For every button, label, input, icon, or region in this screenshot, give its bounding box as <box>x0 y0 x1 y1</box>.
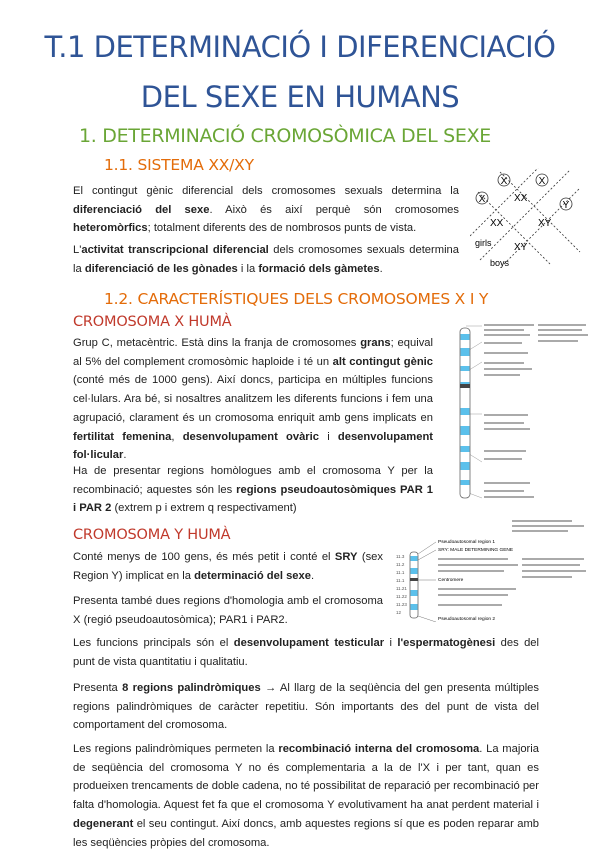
bold-text: determinació del sexe <box>194 569 311 582</box>
text: Presenta també dues regions d'homologia amb el cromosoma X (regió pseudoautosòmica); PAR1 i PAR2. <box>73 595 383 626</box>
text: Les funcions principals són el <box>73 637 234 649</box>
paragraph-y-par <box>73 592 383 629</box>
text: L' <box>73 244 82 256</box>
x-gamete-label: X <box>538 176 546 187</box>
bold-text: desenvolupament testicular <box>233 637 385 649</box>
bold-text: l'espermatogènesi <box>397 637 496 649</box>
text: ; totalment diferents des de nombrosos punts de vista. <box>147 222 417 235</box>
text: i <box>318 430 338 443</box>
text: i la <box>237 262 259 275</box>
page-title-line-2: DEL SEXE EN HUMANS <box>140 80 460 114</box>
centromere-label: Centromere <box>438 578 464 583</box>
genotype-xy-label: XY <box>538 218 552 229</box>
subsection-heading-1-2: 1.2. CARACTERÍSTIQUES DELS CROMOSOMES X I Y <box>104 290 489 308</box>
text: Les regions palindròmiques permeten la <box>73 743 279 755</box>
text: , <box>171 430 183 443</box>
band-label: 11.3 <box>396 554 405 559</box>
genotype-xx-label: XX <box>514 193 528 204</box>
bold-text: fertilitat femenina <box>73 430 172 443</box>
text: . Això és així perquè són cromosomes <box>209 203 459 216</box>
band-label: 12 <box>396 610 402 615</box>
sry-label: SRY: MALE DETERMINING GENE <box>438 548 514 553</box>
text: Presenta <box>73 682 123 694</box>
x-gamete-label: X <box>478 194 486 205</box>
bold-text: SRY <box>334 551 358 563</box>
paragraph-y-functions <box>73 634 539 671</box>
bold-text: alt contingut gènic <box>332 355 433 368</box>
bold-text: desenvolupament fol·licular <box>73 430 434 462</box>
bold-text: regions pseudoautosòmiques PAR 1 i PAR 2 <box>73 483 433 515</box>
paragraph-y-palindromic <box>73 679 539 735</box>
band-label: 11.22 <box>396 594 407 599</box>
bold-text: 8 regions palindròmiques <box>122 682 261 694</box>
text: . <box>310 569 315 582</box>
paragraph-heteromorphic <box>73 182 459 238</box>
text: Ha de presentar regions homòlogues amb el cromosoma Y per la recombinació; aquestes són les <box>73 465 433 496</box>
paragraph-x-par-regions <box>73 462 433 518</box>
paragraph-y-sry <box>73 548 383 585</box>
text: (conté més de 1000 gens). Així doncs, participa en múltiples funcions cel·lulars. Ara bé, si nosaltres analitzem les diferents funcions i fem una agrupació, clarament és un cromosoma enriquit amb gens implicats en <box>73 374 433 424</box>
text: des del punt de vista quantitatiu i qualitatiu. <box>73 637 540 668</box>
boys-label: boys <box>490 258 510 268</box>
y-chromosome-ideogram <box>392 518 592 622</box>
text: el seu contingut. Així doncs, amb aquestes regions sí que es poden reparar amb les seqüències pròpies del cromosoma. <box>73 817 539 849</box>
bold-text: degenerant <box>73 817 134 830</box>
genotype-xx-label: XX <box>490 218 504 229</box>
band-label: 11.2 <box>396 562 405 567</box>
bold-text: grans <box>360 337 391 349</box>
text: Conté menys de 100 gens, és més petit i conté el <box>73 551 335 563</box>
bold-text: diferenciació de les gònades <box>84 262 238 275</box>
section-heading: 1. DETERMINACIÓ CROMOSÒMICA DEL SEXE <box>79 125 491 147</box>
y-chromosome-heading: CROMOSOMA Y HUMÀ <box>73 527 231 543</box>
text: (sex Region Y) implicat en la <box>73 551 383 582</box>
band-label: 11.21 <box>396 586 407 591</box>
text: El contingut gènic diferencial dels cromosomes sexuals determina la <box>73 185 459 197</box>
text: dels cromosomes sexuals determina la <box>73 244 459 275</box>
x-chromosome-ideogram <box>440 322 590 506</box>
band-label: 11.23 <box>396 602 407 607</box>
bold-text: desenvolupament ovàric <box>182 430 319 443</box>
subsection-heading-1-1: 1.1. SISTEMA XX/XY <box>104 156 254 174</box>
paragraph-transcriptional-activity <box>73 241 459 278</box>
xx-xy-punnett-figure <box>470 168 588 272</box>
paragraph-y-recombination <box>73 740 539 852</box>
bold-text: diferenciació del sexe <box>73 203 210 216</box>
text: (extrem p i extrem q respectivament) <box>111 502 297 515</box>
x-chromosome-heading: CROMOSOMA X HUMÀ <box>73 314 232 330</box>
bold-text: recombinació interna del cromosoma <box>278 743 480 755</box>
genotype-xy-label: XY <box>514 242 528 253</box>
text: ; equival al 5% del complement cromosòmic haploide i té un <box>73 337 434 368</box>
page-title-line-1: T.1 DETERMINACIÓ I DIFERENCIACIÓ <box>44 30 556 64</box>
band-label: 11.1 <box>396 570 405 575</box>
bold-text: formació dels gàmetes <box>258 262 380 275</box>
x-gamete-label: X <box>500 176 508 187</box>
text: . <box>379 262 383 275</box>
text: . La majoria de seqüència del cromosoma Y no és complementaria a la de l'X i per tant, quan es produeixen trencaments de doble cadena, no té possibilitat de reparació per recombinació per falta d'homologia. Aquest fet fa que el cromosoma Y evolutivament ha anat perdent material i <box>73 743 539 812</box>
par2-label: Pseudoautosomal region 2 <box>438 617 496 622</box>
text: . <box>123 449 127 462</box>
y-gamete-label: Y <box>562 200 570 211</box>
par1-label: Pseudoautosomal region 1 <box>438 540 496 545</box>
band-label: 11.1 <box>396 578 405 583</box>
text: Grup C, metacèntric. Està dins la franja de cromosomes <box>73 337 361 349</box>
paragraph-x-chromosome-genes <box>73 334 433 465</box>
bold-text: activitat transcripcional diferencial <box>81 244 269 256</box>
text: → Al llarg de la seqüència del gen presenta múltiples regions palindròmiques de caràcter repetitiu. Són importants des del punt de vista del comportament del cromosoma. <box>73 682 539 732</box>
girls-label: girls <box>475 238 492 248</box>
bold-text: heteromòrfics <box>73 222 148 235</box>
text: i <box>384 637 398 649</box>
